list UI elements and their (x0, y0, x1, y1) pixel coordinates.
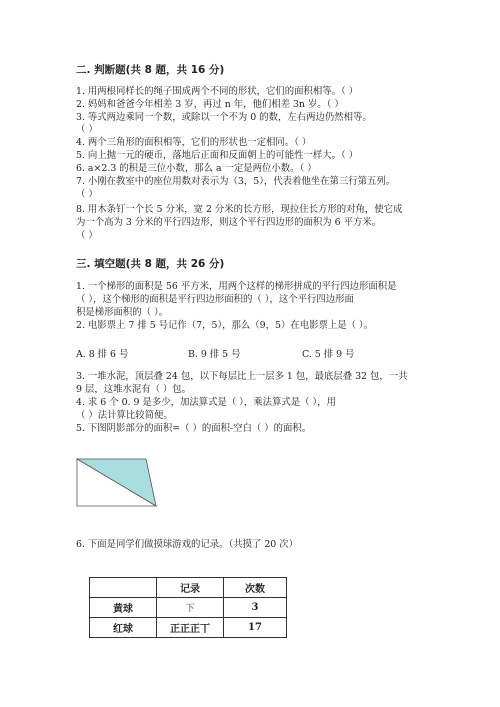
judgment-line: 为一个高为 3 分米的平行四边形，则这个平行四边形的面积为 6 平方米。 (76, 217, 382, 228)
option-a: A. 8 排 6 号 (76, 349, 129, 360)
section-title-judgment: 二. 判断题(共 8 题，共 16 分) (76, 64, 225, 76)
judgment-line: 7. 小刚在教室中的座位用数对表示为（3，5），代表着他坐在第三行第五列。 (76, 176, 396, 187)
header-cell: 次数 (224, 578, 287, 598)
question-4-line: 4. 求 6 个 0. 9 是多少，加法算式是（ ），乘法算式是（ ），用 (76, 397, 336, 408)
row-count: 3 (224, 598, 287, 618)
question-3-line: 9 层，这堆水泥有（ ）包。 (76, 384, 192, 395)
question-1-line: 1. 一个梯形的面积是 56 平方米，用两个这样的梯形拼成的平行四边形面积是 (76, 281, 397, 292)
option-b: B. 9 排 5 号 (188, 349, 241, 360)
judgment-line: 5. 向上抛一元的硬币，落地后正面和反面朝上的可能性一样大。（ ） (76, 150, 359, 161)
question-3-line: 3. 一堆水泥，顶层叠 24 包，以下每层比上一层多 1 包，最底层叠 32 包，一共 (76, 371, 408, 382)
question-1-line: （ ），这个梯形的面积是平行四边形面积的（ ），这个平行四边形面 (76, 294, 354, 305)
judgment-line: 6. a×2.3 的积是三位小数，那么 a 一定是两位小数。（ ） (76, 163, 317, 174)
question-5: 5. 下图阴影部分的面积=（ ）的面积-空白（ ）的面积。 (76, 423, 312, 434)
header-cell: 记录 (157, 578, 224, 598)
row-name: 红球 (90, 618, 157, 638)
question-1-line: 积是梯形面积的（ ）。 (76, 307, 169, 318)
row-count: 17 (224, 618, 287, 638)
table-row (90, 618, 287, 638)
judgment-line: 2. 妈妈和爸爸今年相差 3 岁，再过 n 年，他们相差 3n 岁。（ ） (76, 99, 344, 110)
judgment-line: （ ） (76, 189, 98, 200)
question-6: 6. 下面是同学们做摸球游戏的记录。（共摸了 20 次） (76, 539, 298, 550)
row-tally: 正正正丅 (157, 618, 224, 638)
row-tally: 下 (157, 598, 224, 618)
section-title-fill-in: 三. 填空题(共 8 题，共 26 分) (76, 258, 225, 270)
ball-record-table (89, 577, 287, 638)
judgment-line: 8. 用木条钉一个长 5 分米，宽 2 分米的长方形，现拉住长方形的对角，使它成 (76, 204, 403, 215)
question-4-line: （ ）法计算比较简便。 (76, 410, 173, 421)
header-cell (90, 578, 157, 598)
option-c: C. 5 排 9 号 (302, 349, 355, 360)
judgment-line: （ ） (76, 124, 98, 135)
row-name: 黄球 (90, 598, 157, 618)
table-row (90, 598, 287, 618)
question-2: 2. 电影票上 7 排 5 号记作（7，5），那么（9，5）在电影票上是（ ）。 (76, 320, 373, 331)
judgment-line: 1. 用两根同样长的绳子围成两个不同的形状，它们的面积相等。（ ） (76, 86, 359, 97)
judgment-line: 3. 等式两边乘同一个数，或除以一个不为 0 的数，左右两边仍然相等。 (76, 112, 372, 123)
judgment-line: 4. 两个三角形的面积相等，它们的形状也一定相同。（ ） (76, 137, 312, 148)
judgment-line: （ ） (76, 230, 98, 241)
shaded-area-figure (76, 458, 166, 508)
table-header-row (90, 578, 287, 598)
